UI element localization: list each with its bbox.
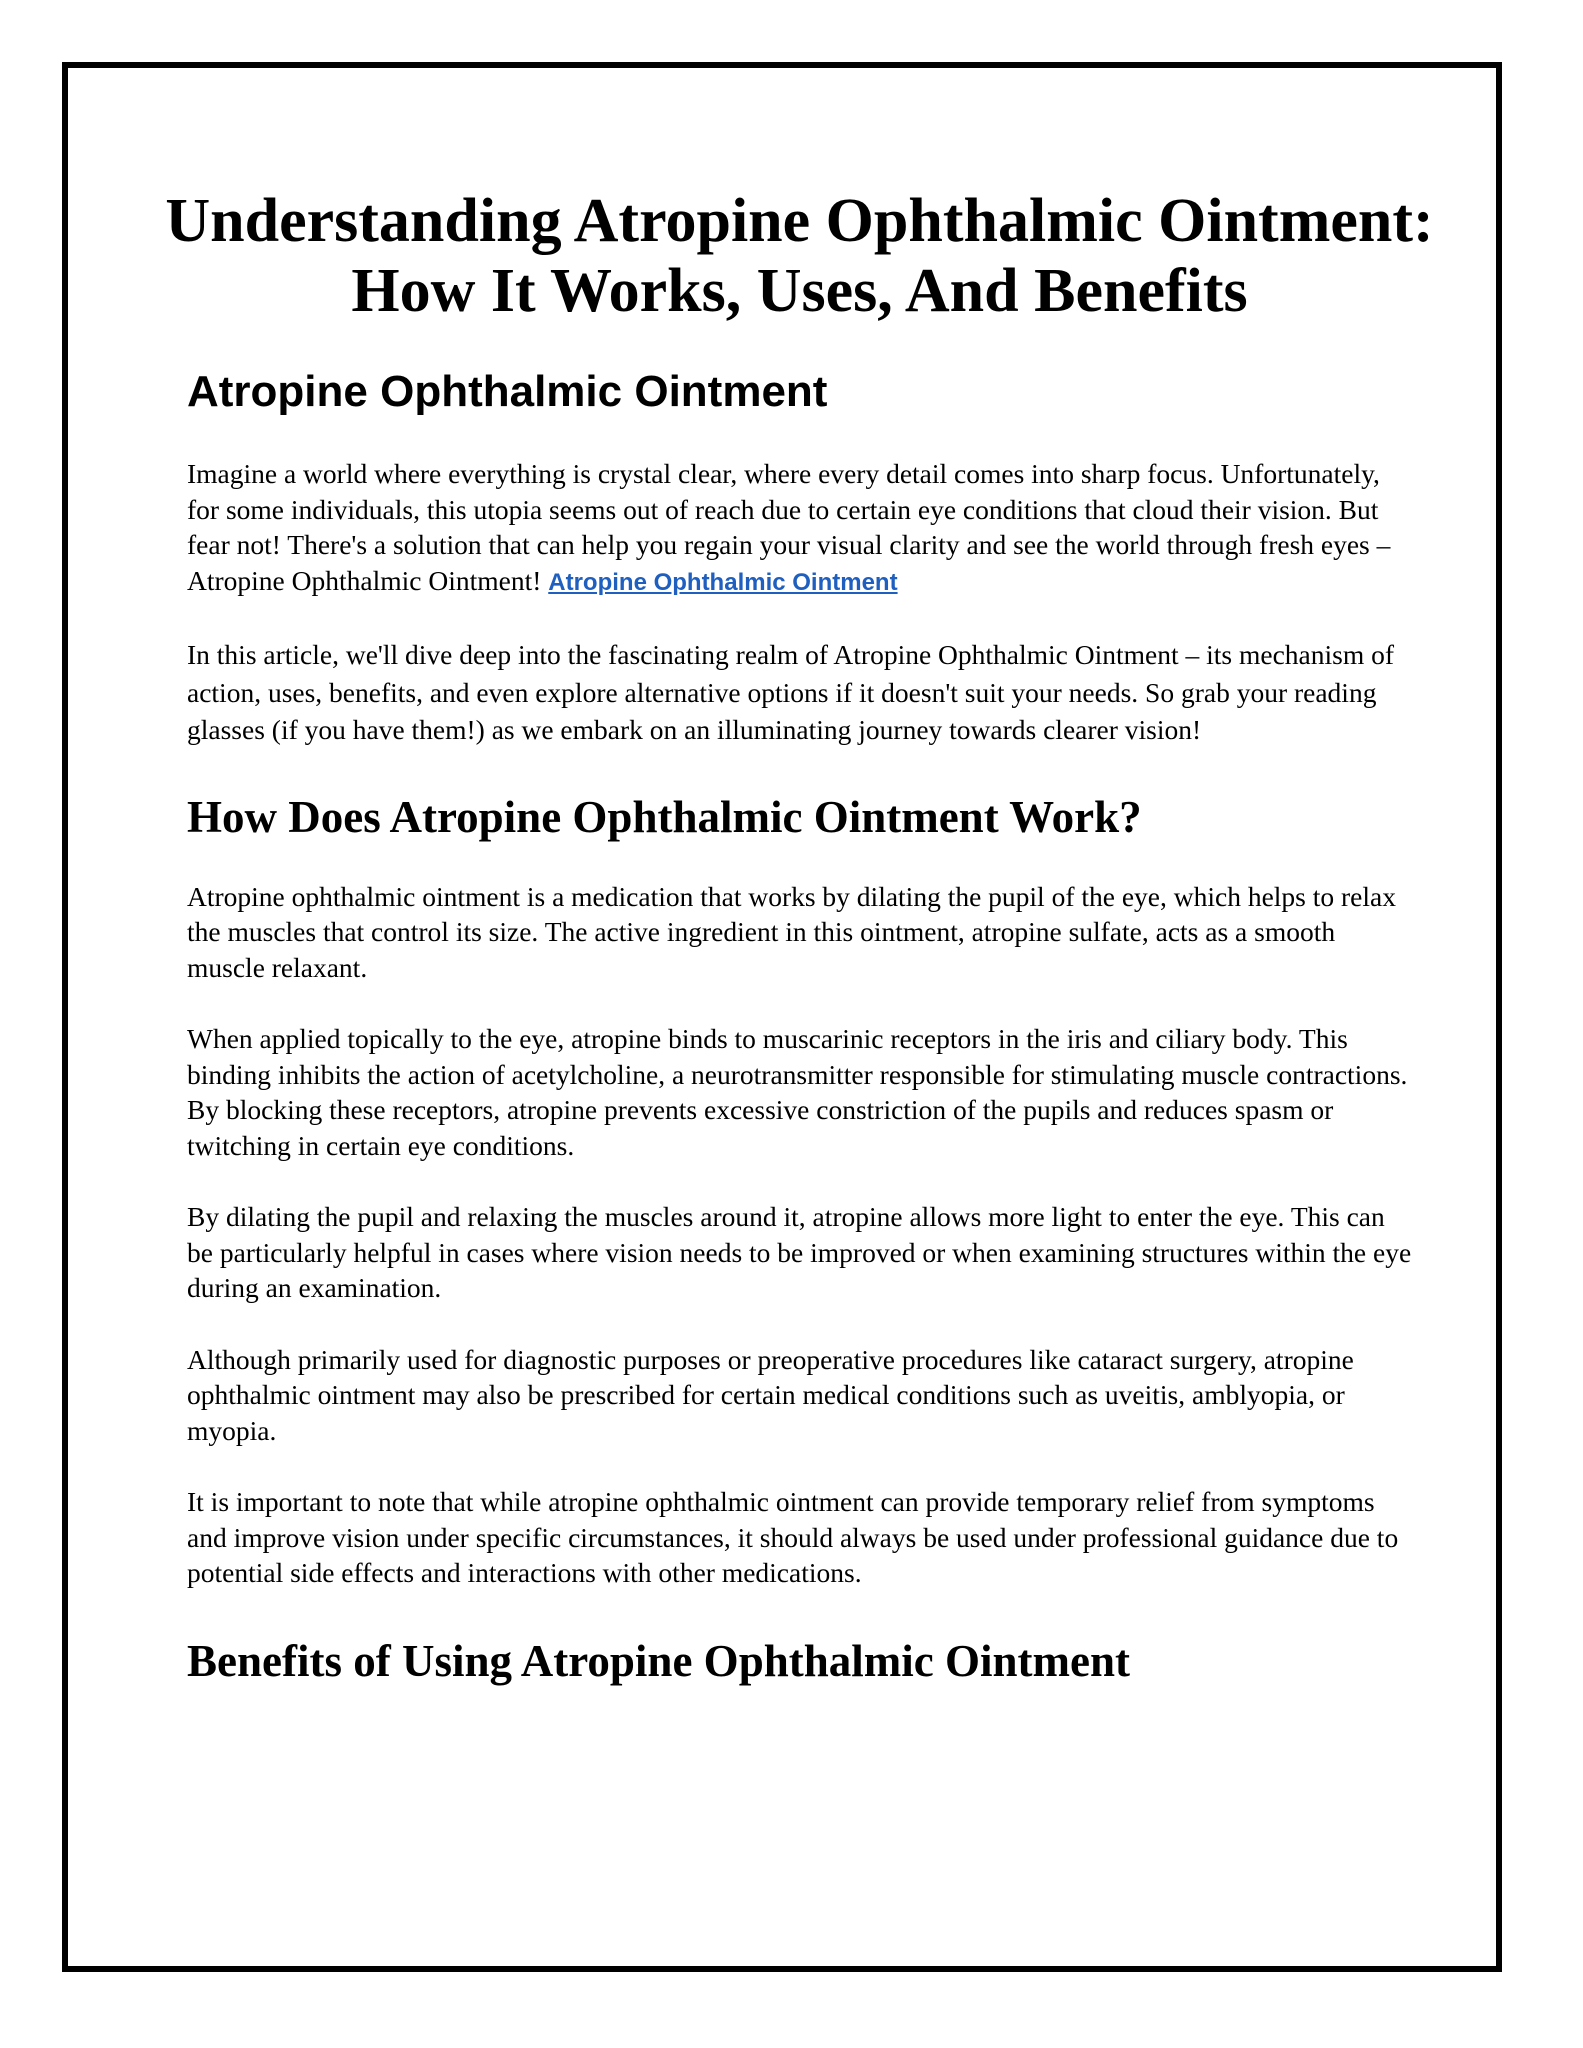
intro-heading: Atropine Ophthalmic Ointment [187,367,828,416]
document-title: Understanding Atropine Ophthalmic Ointment: How It Works, Uses, And Benefits [165,187,1434,325]
document-content [165,186,1434,1689]
how-paragraph-dilation: By dilating the pupil and relaxing the muscles around it, atropine allows more light to enter the eye. This can be particularly helpful in cases where vision needs to be improved or when examining structures within the eye during an examination. [187,1201,1412,1303]
intro-paragraph-text: Imagine a world where everything is crystal clear, where every detail comes into sharp focus. Unfortunately, for some individuals, this utopia seems out of reach due to certain eye conditions that cloud their vision. But fear not! There's a solution that can help you regain your visual clarity and see the world through fresh eyes – Atropine Ophthalmic Ointment! [187,458,1391,596]
how-it-works-heading: How Does Atropine Ophthalmic Ointment Work? [187,791,1142,842]
how-paragraph-mechanism: Atropine ophthalmic ointment is a medication that works by dilating the pupil of the eye, which helps to relax the muscles that control its size. The active ingredient in this ointment, atropine sulfate, acts as a smooth muscle relaxant. [187,880,1396,983]
atropine-ointment-link[interactable]: Atropine Ophthalmic Ointment [548,568,898,596]
how-paragraph-uses: Although primarily used for diagnostic purposes or preoperative procedures like cataract surgery, atropine ophthalmic ointment may also be prescribed for certain medical conditions such as uveitis, amblyopia, or myopia. [187,1343,1354,1446]
intro-paragraph [187,456,1412,600]
article-paragraph: In this article, we'll dive deep into the fascinating realm of Atropine Ophthalmic Ointment – its mechanism of action, uses, benefits, and even explore alternative options if it doesn't suit your needs. So grab your reading glasses (if you have them!) as we embark on an illuminating journey towards clearer vision! [187,639,1395,745]
how-paragraph-caution: It is important to note that while atropine ophthalmic ointment can provide temporary relief from symptoms and improve vision under specific circumstances, it should always be used under professional guidance due to potential side effects and interactions with other medications. [187,1486,1399,1588]
benefits-heading: Benefits of Using Atropine Ophthalmic Ointment [187,1635,1130,1686]
how-paragraph-receptors: When applied topically to the eye, atropine binds to muscarinic receptors in the iris and ciliary body. This binding inhibits the action of acetylcholine, a neurotransmitter responsible for stimulating muscle contractions. By blocking these receptors, atropine prevents excessive constriction of the pupils and reduces spasm or twitching in certain eye conditions. [187,1023,1408,1161]
